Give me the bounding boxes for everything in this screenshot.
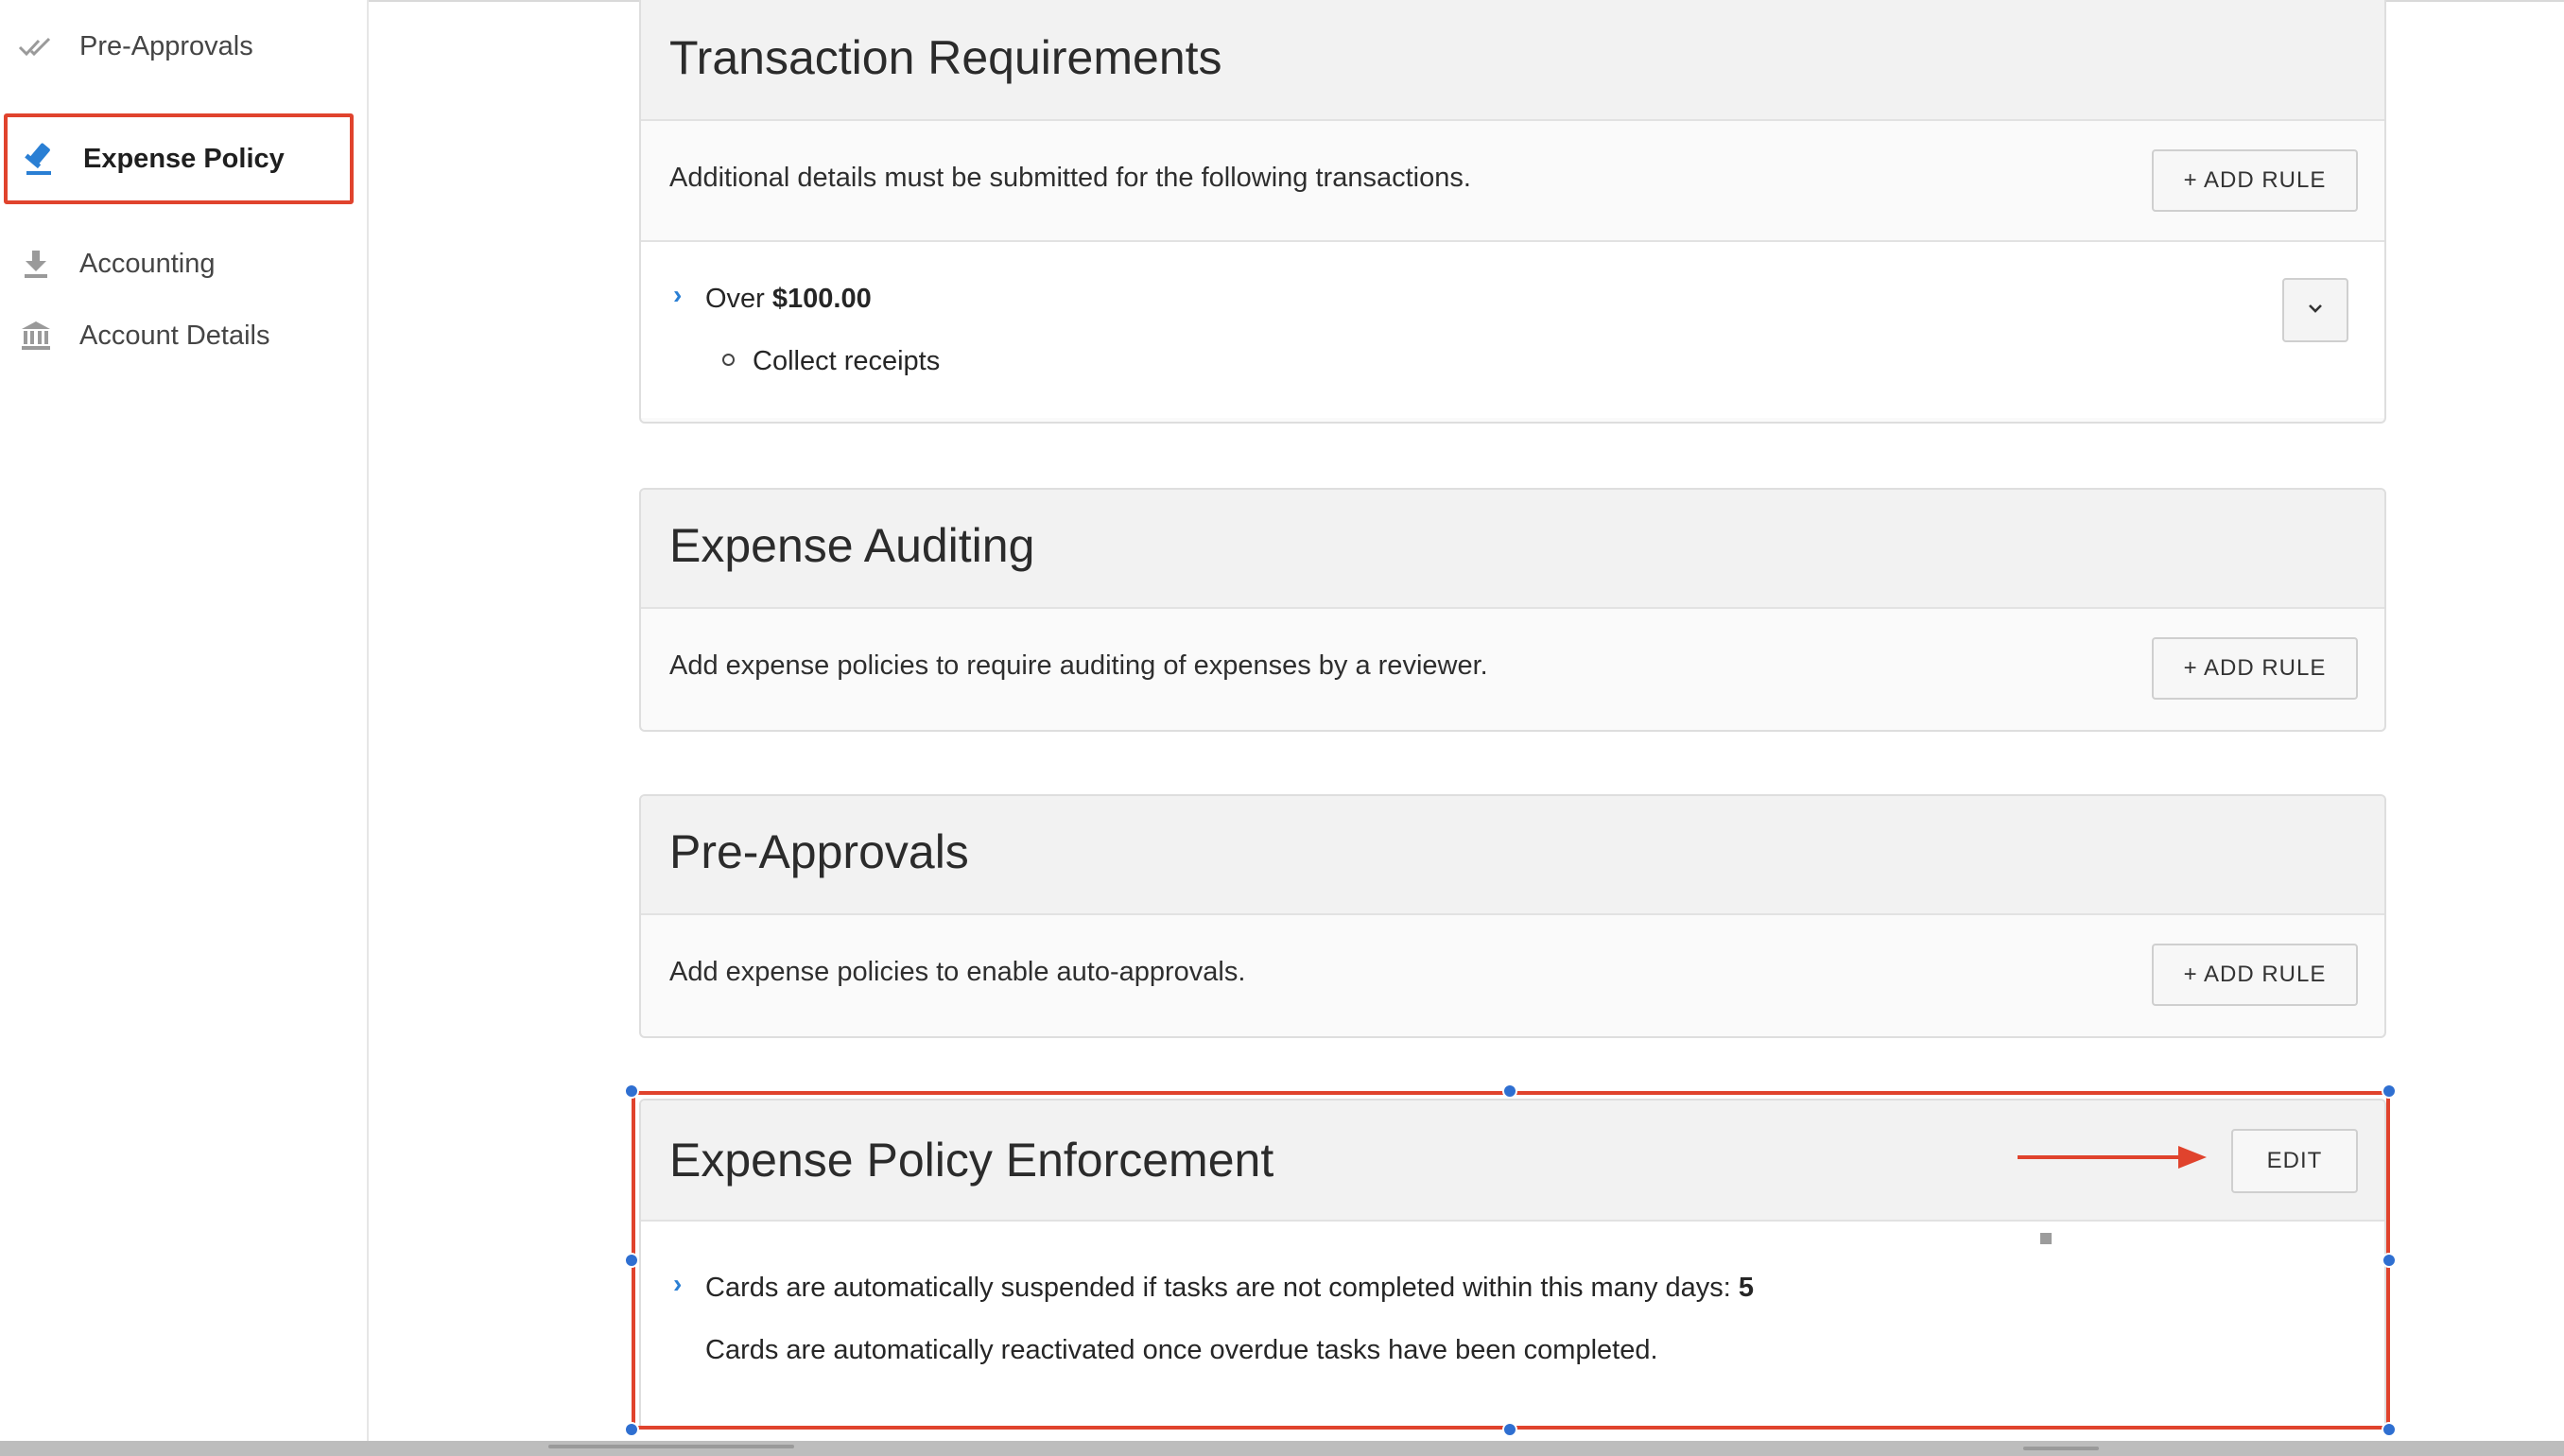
- scrollbar-thumb[interactable]: [548, 1445, 794, 1448]
- sidebar-item-pre-approvals[interactable]: [0, 13, 367, 79]
- chevron-right-icon[interactable]: ›: [673, 1269, 683, 1298]
- sidebar-item-label: Pre-Approvals: [79, 30, 253, 61]
- double-check-icon: [17, 27, 55, 65]
- suspend-text: Cards are automatically suspended if tasks are not completed within this many days:: [705, 1273, 1739, 1303]
- expense-auditing-card: [639, 488, 2386, 732]
- rule-item: [641, 242, 2384, 418]
- card-description-row: [641, 121, 2384, 242]
- sidebar-item-account-details[interactable]: [0, 303, 367, 369]
- bullet-icon: [722, 354, 735, 366]
- rule-dropdown-button[interactable]: [2282, 278, 2348, 342]
- arrow-head-icon: [2178, 1146, 2207, 1169]
- card-description-row: [641, 915, 2384, 1032]
- card-description: Additional details must be submitted for the following transactions.: [669, 163, 1471, 193]
- card-description-row: [641, 609, 2384, 726]
- sidebar-item-expense-policy[interactable]: [4, 113, 354, 204]
- card-title: Expense Auditing: [669, 519, 1035, 572]
- selection-highlight: [632, 1091, 2390, 1430]
- add-rule-button[interactable]: + ADD RULE: [2152, 944, 2358, 1006]
- resize-handle[interactable]: [1502, 1083, 1517, 1099]
- resize-handle[interactable]: [624, 1253, 639, 1268]
- resize-handle[interactable]: [624, 1422, 639, 1437]
- card-title: Expense Policy Enforcement: [669, 1134, 1274, 1187]
- add-rule-button[interactable]: + ADD RULE: [2152, 149, 2358, 212]
- reactivate-rule: Cards are automatically reactivated once overdue tasks have been completed.: [705, 1335, 1658, 1365]
- scrollbar-thumb-secondary[interactable]: [2023, 1447, 2099, 1450]
- pre-approvals-card: [639, 794, 2386, 1038]
- resize-handle[interactable]: [2382, 1253, 2397, 1268]
- chevron-down-icon: [2307, 302, 2324, 319]
- resize-handle[interactable]: [624, 1083, 639, 1099]
- download-icon: [17, 245, 55, 283]
- card-title: Pre-Approvals: [669, 825, 969, 878]
- card-header: [641, 796, 2384, 915]
- card-header: [641, 0, 2384, 121]
- card-header: [641, 490, 2384, 609]
- sidebar-item-label: Account Details: [79, 320, 270, 351]
- add-rule-button[interactable]: + ADD RULE: [2152, 637, 2358, 700]
- resize-handle[interactable]: [2382, 1083, 2397, 1099]
- rule-sub-item: Collect receipts: [753, 346, 941, 376]
- rule-prefix: Over: [705, 284, 772, 314]
- resize-handle[interactable]: [1502, 1422, 1517, 1437]
- sidebar-item-label: Expense Policy: [83, 143, 285, 174]
- sidebar-item-label: Accounting: [79, 248, 216, 279]
- sidebar: [0, 0, 369, 1441]
- annotation-arrow: [2018, 1155, 2186, 1159]
- chevron-right-icon[interactable]: ›: [673, 280, 683, 309]
- edit-button[interactable]: EDIT: [2231, 1129, 2358, 1193]
- resize-handle[interactable]: [2382, 1422, 2397, 1437]
- suspend-days: 5: [1738, 1273, 1755, 1303]
- card-title: Transaction Requirements: [669, 31, 1222, 84]
- bank-icon: [17, 317, 55, 355]
- card-description: Add expense policies to enable auto-approvals.: [669, 957, 1246, 987]
- rule-amount: $100.00: [771, 284, 872, 314]
- horizontal-scrollbar[interactable]: [0, 1441, 2564, 1456]
- rule-condition: [705, 284, 872, 315]
- sidebar-item-accounting[interactable]: [0, 231, 367, 297]
- card-description: Add expense policies to require auditing of expenses by a reviewer.: [669, 650, 1488, 681]
- small-square-marker: [2040, 1233, 2052, 1244]
- transaction-requirements-card: [639, 0, 2386, 424]
- gavel-icon: [21, 140, 59, 178]
